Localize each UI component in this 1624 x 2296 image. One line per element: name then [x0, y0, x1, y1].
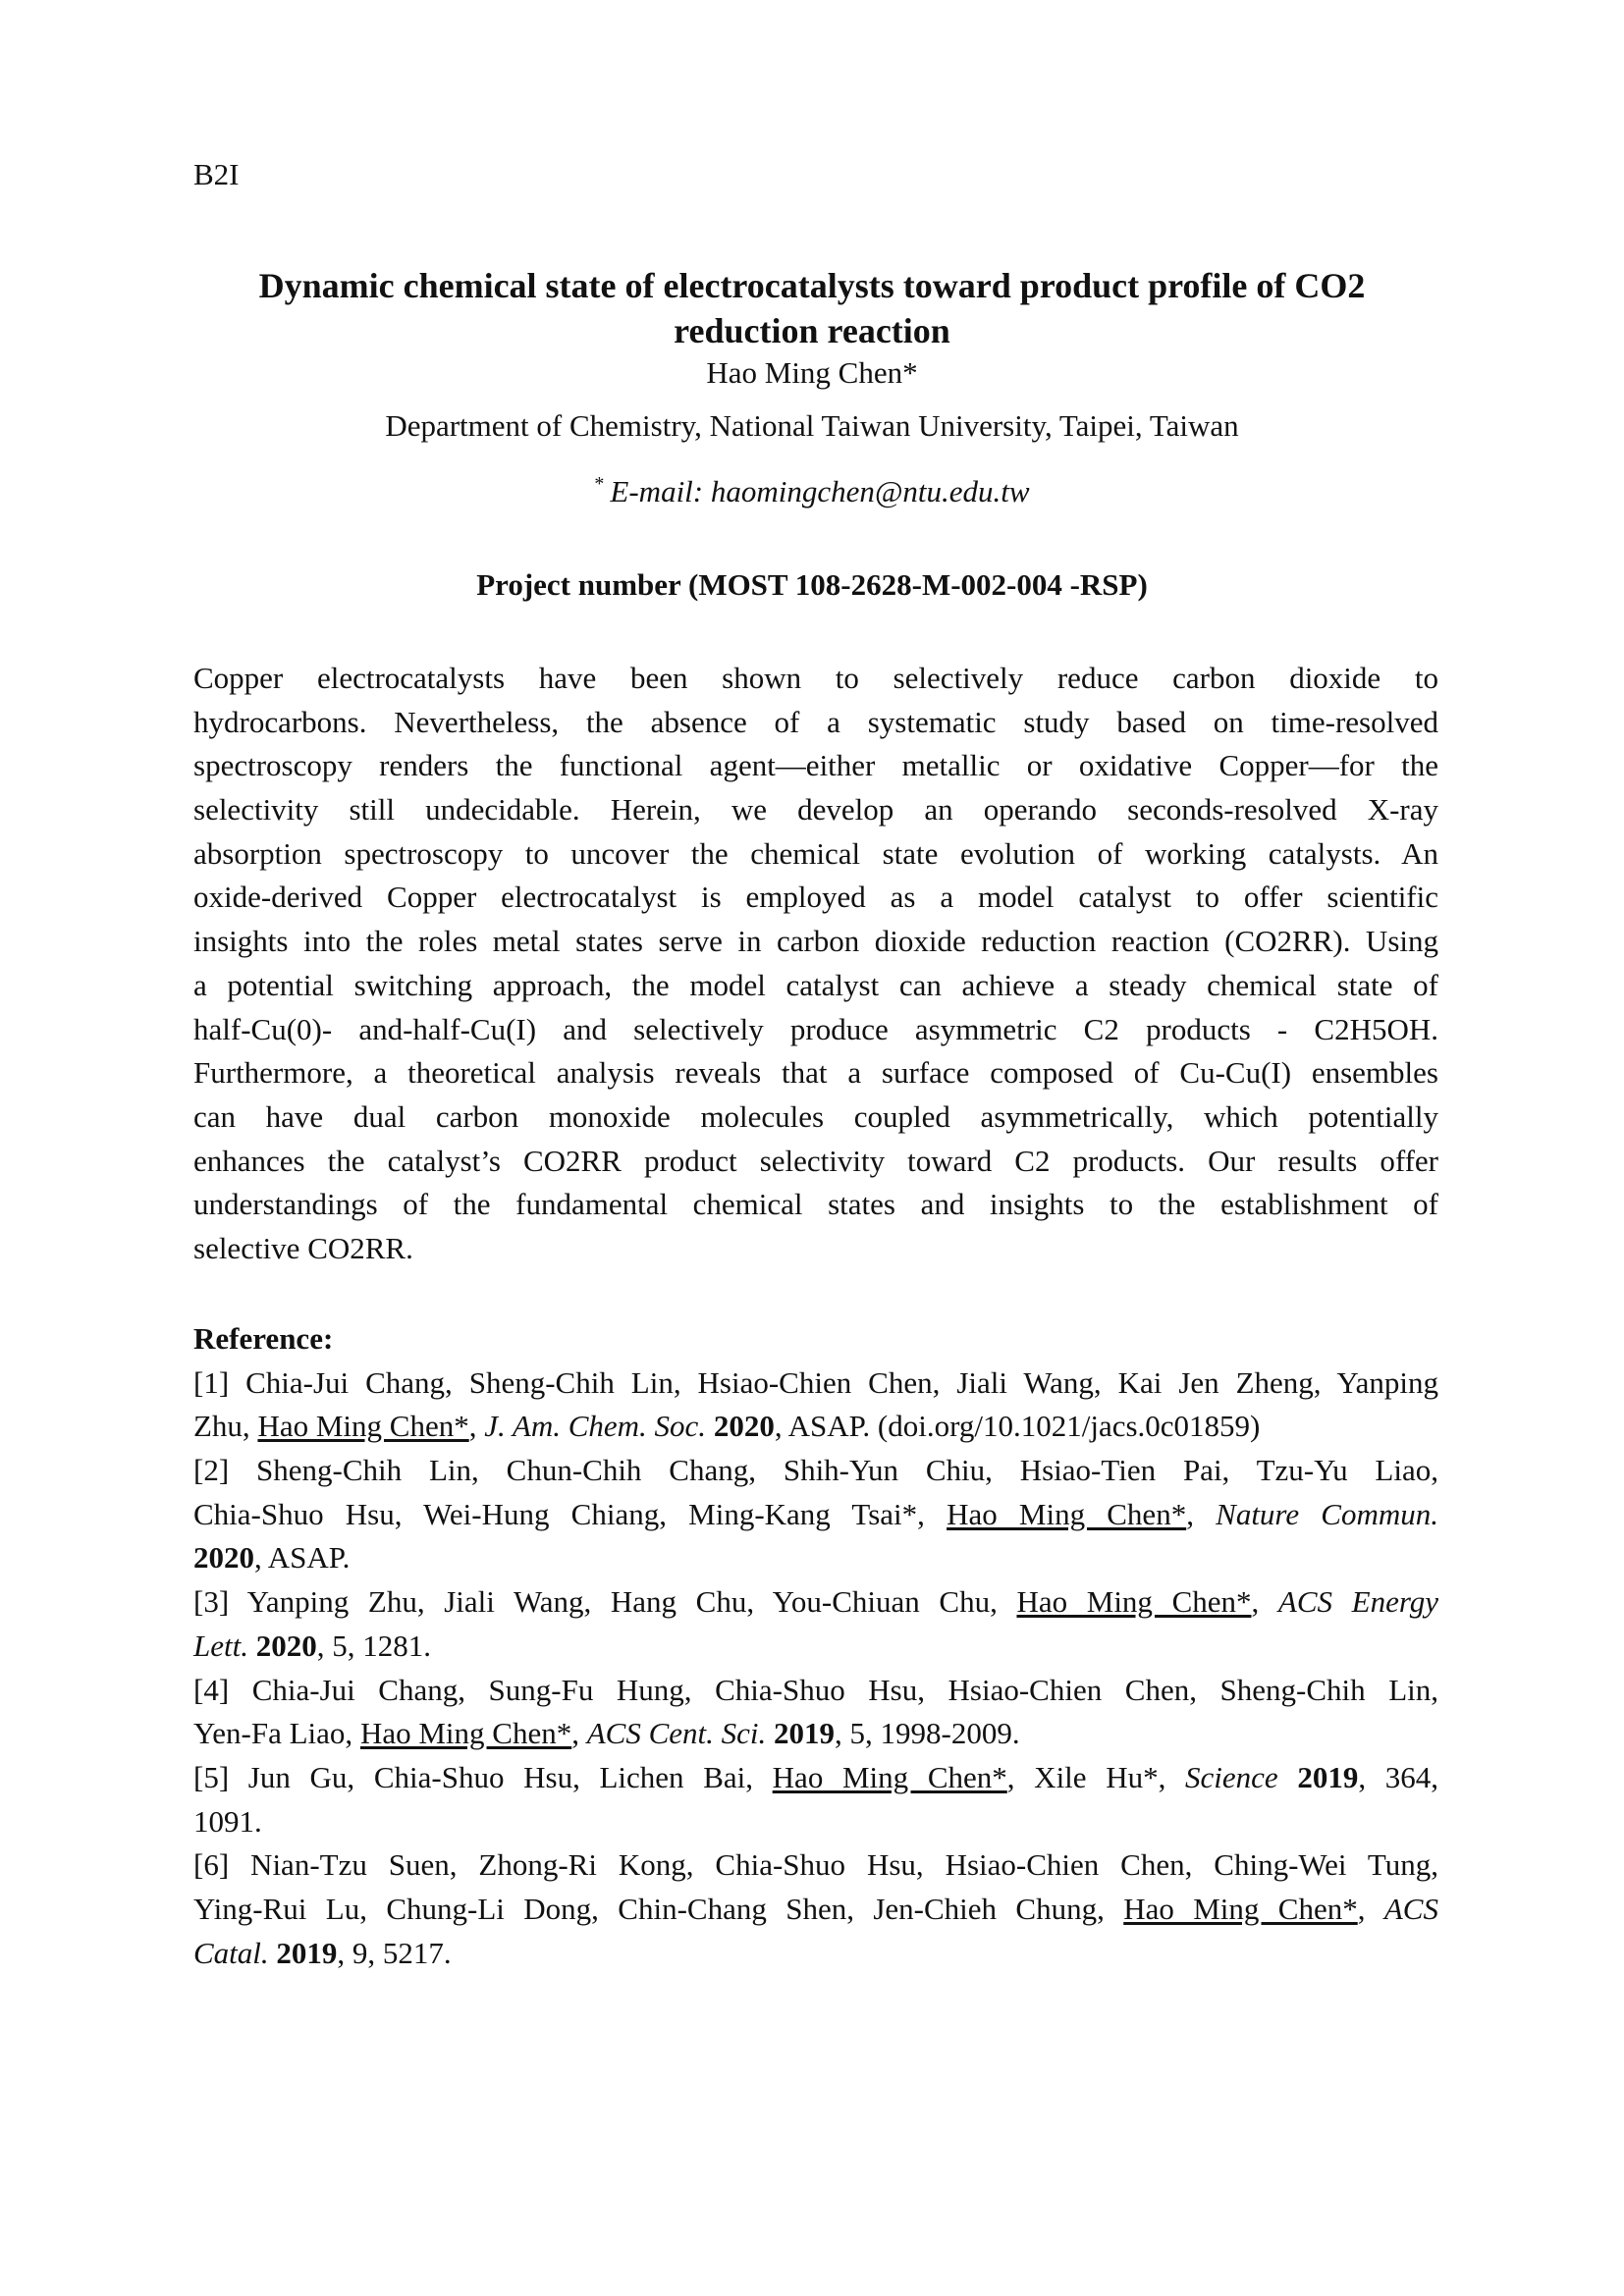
ref-year: 2019 — [774, 1716, 835, 1751]
ref-text: , ASAP. (doi.org/10.1021/jacs.0c01859) — [774, 1409, 1261, 1444]
abstract-line: insights into the roles metal states serve in carbon dioxide reduction reaction (CO2RR). Using — [193, 924, 1438, 959]
ref-text: , ASAP. — [254, 1540, 351, 1575]
ref-text: [3] Yanping Zhu, Jiali Wang, Hang Chu, You-Chiuan Chu, — [193, 1584, 1017, 1620]
reference-item-1 — [193, 1362, 1438, 1449]
paper-title — [157, 263, 1467, 353]
reference-line — [193, 1888, 1438, 1932]
reference-line: [1] Chia-Jui Chang, Sheng-Chih Lin, Hsiao-Chien Chen, Jiali Wang, Kai Jen Zheng, Yanping — [193, 1364, 1438, 1400]
title-line: reduction reaction — [674, 311, 950, 350]
ref-journal: ACS Cent. Sci. — [586, 1716, 767, 1751]
reference-line — [193, 1536, 1438, 1580]
ref-text: , 5, 1281. — [316, 1628, 431, 1663]
email-star: * — [594, 473, 605, 495]
email-text: E-mail: haomingchen@ntu.edu.tw — [610, 474, 1030, 508]
abstract-line: half-Cu(0)- and-half-Cu(I) and selectively produce asymmetric C2 products - C2H5OH. — [193, 1011, 1438, 1046]
abstract-line: selective CO2RR. — [193, 1230, 413, 1265]
abstract-line: selectivity still undecidable. Herein, we develop an operando seconds-resolved X-ray — [193, 792, 1438, 828]
reference-line: [2] Sheng-Chih Lin, Chun-Chih Chang, Shih-Yun Chiu, Hsiao-Tien Pai, Tzu-Yu Liao, — [193, 1453, 1438, 1488]
ref-text: , — [468, 1409, 485, 1444]
ref-text: , — [1186, 1496, 1217, 1531]
ref-year: 2020 — [193, 1540, 254, 1575]
reference-item-2 — [193, 1449, 1438, 1580]
abstract-line: oxide-derived Copper electrocatalyst is employed as a model catalyst to offer scientific — [193, 880, 1438, 915]
abstract-line: Copper electrocatalysts have been shown to selectively reduce carbon dioxide to — [193, 661, 1438, 695]
ref-text: , Xile Hu*, — [1006, 1759, 1186, 1794]
ref-author-underlined: Hao Ming Chen* — [1016, 1584, 1252, 1620]
ref-text — [706, 1409, 714, 1443]
abstract-line: can have dual carbon monoxide molecules coupled asymmetrically, which potentially — [193, 1098, 1438, 1134]
reference-item-5 — [193, 1756, 1438, 1843]
ref-text — [248, 1629, 256, 1663]
project-number: Project number (MOST 108-2628-M-002-004 -RSP) — [476, 567, 1148, 602]
ref-journal: Catal. — [193, 1935, 269, 1970]
ref-author-underlined: Hao Ming Chen* — [947, 1496, 1187, 1531]
ref-text: Chia-Shuo Hsu, Wei-Hung Chiang, Ming-Kang Tsai*, — [193, 1496, 947, 1531]
ref-text: , 9, 5217. — [337, 1935, 452, 1970]
abstract-line: hydrocarbons. Nevertheless, the absence of a systematic study based on time-resolved — [193, 704, 1438, 739]
ref-author-underlined: Hao Ming Chen* — [359, 1716, 572, 1751]
reference-line — [193, 1712, 1438, 1756]
reference-line: [6] Nian-Tzu Suen, Zhong-Ri Kong, Chia-Shuo Hsu, Hsiao-Chien Chen, Ching-Wei Tung, — [193, 1847, 1438, 1883]
abstract-line: enhances the catalyst’s CO2RR product selectivity toward C2 products. Our results offer — [193, 1143, 1438, 1178]
reference-line — [193, 1625, 1438, 1669]
ref-journal: Lett. — [193, 1628, 248, 1663]
title-line: Dynamic chemical state of electrocatalysts toward product profile of CO2 — [258, 266, 1366, 305]
abstract-line: Furthermore, a theoretical analysis reveals that a surface composed of Cu-Cu(I) ensembles — [193, 1055, 1438, 1091]
ref-author-underlined: Hao Ming Chen* — [1123, 1891, 1358, 1926]
ref-text: Zhu, — [193, 1409, 258, 1444]
ref-journal: ACS — [1383, 1891, 1438, 1926]
ref-text: , 5, 1998-2009. — [835, 1716, 1020, 1751]
reference-item-6 — [193, 1843, 1438, 1975]
ref-text: [5] Jun Gu, Chia-Shuo Hsu, Lichen Bai, — [193, 1759, 773, 1794]
reference-item-3 — [193, 1580, 1438, 1668]
ref-journal: Science — [1185, 1759, 1278, 1794]
abstract-line: a potential switching approach, the model catalyst can achieve a steady chemical state of — [193, 967, 1438, 1002]
ref-text: , — [1251, 1584, 1278, 1620]
ref-text: Ying-Rui Lu, Chung-Li Dong, Chin-Chang Shen, Jen-Chieh Chung, — [193, 1891, 1124, 1926]
abstract-body — [193, 657, 1438, 1271]
reference-line — [193, 1493, 1438, 1537]
ref-text: , 364, — [1358, 1759, 1439, 1794]
ref-text: Yen-Fa Liao, — [193, 1716, 360, 1751]
ref-year: 2019 — [1297, 1759, 1359, 1794]
email-line — [0, 464, 1624, 511]
ref-journal: J. Am. Chem. Soc. — [484, 1409, 707, 1444]
author-name: Hao Ming Chen* — [706, 355, 918, 390]
reference-line — [193, 1756, 1438, 1800]
ref-year: 2020 — [713, 1409, 775, 1444]
reference-line — [193, 1932, 1438, 1976]
reference-line: [4] Chia-Jui Chang, Sung-Fu Hung, Chia-Shuo Hsu, Hsiao-Chien Chen, Sheng-Chih Lin, — [193, 1672, 1438, 1707]
ref-author-underlined: Hao Ming Chen* — [257, 1409, 469, 1444]
ref-text — [766, 1716, 774, 1750]
reference-line — [193, 1580, 1438, 1625]
affiliation: Department of Chemistry, National Taiwan University, Taipei, Taiwan — [385, 408, 1239, 443]
ref-text: , — [1357, 1891, 1384, 1926]
ref-year: 2019 — [276, 1935, 338, 1970]
reference-line — [193, 1405, 1438, 1449]
ref-year: 2020 — [255, 1628, 317, 1663]
ref-journal: ACS Energy — [1277, 1584, 1439, 1620]
abstract-line: absorption spectroscopy to uncover the chemical state evolution of working catalysts. An — [193, 835, 1438, 871]
reference-line: 1091. — [193, 1803, 262, 1839]
ref-text: , — [571, 1716, 587, 1751]
abstract-code: B2I — [193, 157, 240, 191]
references-section — [193, 1317, 1438, 1975]
ref-author-underlined: Hao Ming Chen* — [772, 1759, 1007, 1794]
abstract-line: spectroscopy renders the functional agent—either metallic or oxidative Copper—for the — [193, 748, 1438, 783]
abstract-line: understandings of the fundamental chemical states and insights to the establishment of — [193, 1187, 1438, 1222]
references-heading: Reference: — [193, 1321, 334, 1356]
ref-text — [1278, 1760, 1298, 1794]
reference-item-4 — [193, 1669, 1438, 1756]
ref-journal: Nature Commun. — [1216, 1496, 1438, 1531]
